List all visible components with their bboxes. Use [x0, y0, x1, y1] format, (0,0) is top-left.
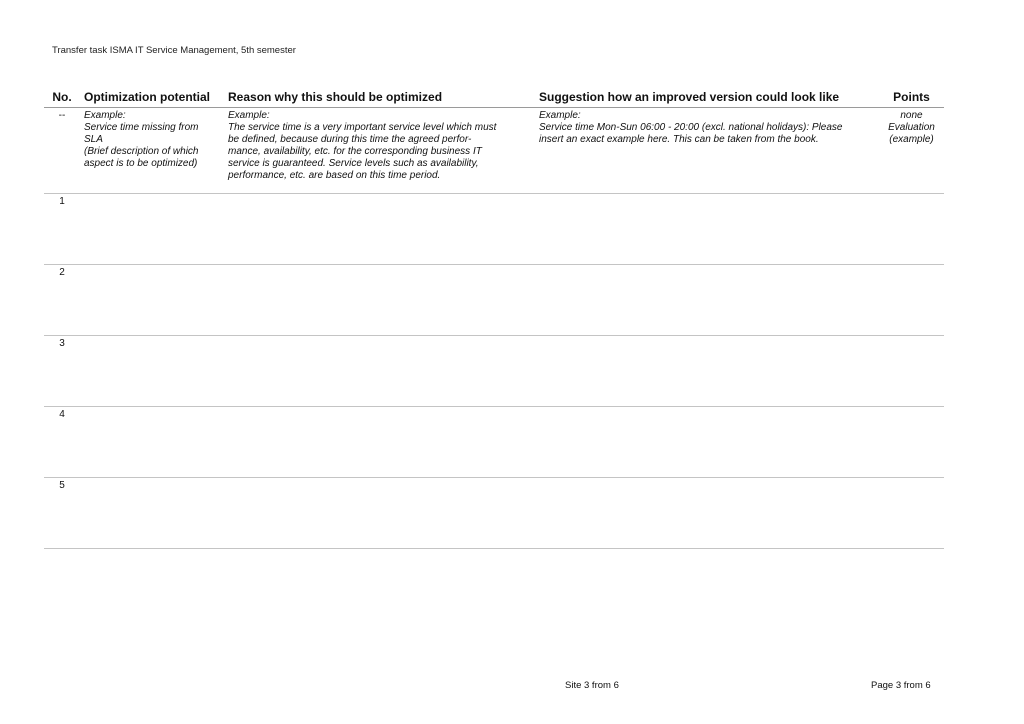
potential-cell[interactable]	[80, 194, 224, 265]
suggestion-cell[interactable]	[535, 265, 879, 336]
column-header-suggestion: Suggestion how an improved version could look like	[535, 85, 879, 108]
example-reason-line: mance, availability, etc. for the corresponding business IT	[228, 146, 482, 157]
row-number-cell: 2	[44, 265, 80, 336]
suggestion-cell[interactable]	[535, 194, 879, 265]
footer-site-number: Site 3 from 6	[565, 680, 619, 691]
example-suggestion-cell	[535, 108, 879, 194]
example-reason-line: service is guaranteed. Service levels such as availability,	[228, 158, 479, 169]
column-header-reason: Reason why this should be optimized	[224, 85, 535, 108]
example-suggestion-line: insert an exact example here. This can be taken from the book.	[539, 134, 819, 145]
example-potential-line: aspect is to be optimized)	[84, 158, 198, 169]
potential-cell[interactable]	[80, 478, 224, 549]
column-header-no: No.	[44, 85, 80, 108]
suggestion-cell[interactable]	[535, 478, 879, 549]
example-suggestion-line: Service time Mon-Sun 06:00 - 20:00 (excl. national holidays): Please	[539, 122, 843, 133]
suggestion-cell[interactable]	[535, 407, 879, 478]
example-points-line: Evaluation	[888, 122, 935, 133]
points-cell[interactable]	[879, 265, 944, 336]
column-header-points: Points	[879, 85, 944, 108]
row-number-cell: 4	[44, 407, 80, 478]
example-potential-line: Service time missing from	[84, 122, 199, 133]
page-header-title: Transfer task ISMA IT Service Management, 5th semester	[52, 45, 296, 56]
table-row	[44, 478, 944, 549]
example-row	[44, 108, 944, 194]
example-potential-cell	[80, 108, 224, 194]
example-no-cell: --	[44, 108, 80, 194]
reason-cell[interactable]	[224, 265, 535, 336]
points-cell[interactable]	[879, 478, 944, 549]
table-row	[44, 265, 944, 336]
reason-cell[interactable]	[224, 478, 535, 549]
column-header-potential: Optimization potential	[80, 85, 224, 108]
example-reason-line: performance, etc. are based on this time period.	[228, 170, 441, 181]
points-cell[interactable]	[879, 194, 944, 265]
footer-page-number: Page 3 from 6	[871, 680, 931, 691]
example-points-line: none	[900, 110, 923, 121]
example-suggestion-line: Example:	[539, 110, 581, 121]
potential-cell[interactable]	[80, 407, 224, 478]
table-row	[44, 194, 944, 265]
optimization-table	[44, 85, 944, 549]
reason-cell[interactable]	[224, 407, 535, 478]
example-potential-line: (Brief description of which	[84, 146, 199, 157]
row-number-cell: 5	[44, 478, 80, 549]
example-reason-line: be defined, because during this time the agreed perfor-	[228, 134, 472, 145]
row-number-cell: 1	[44, 194, 80, 265]
reason-cell[interactable]	[224, 194, 535, 265]
example-potential-line: SLA	[84, 134, 103, 145]
row-number-cell: 3	[44, 336, 80, 407]
table-header-row	[44, 85, 944, 108]
table-row	[44, 336, 944, 407]
example-reason-line: The service time is a very important service level which must	[228, 122, 497, 133]
table-row	[44, 407, 944, 478]
points-cell[interactable]	[879, 407, 944, 478]
example-potential-line: Example:	[84, 110, 126, 121]
potential-cell[interactable]	[80, 336, 224, 407]
example-points-line: (example)	[889, 134, 934, 145]
potential-cell[interactable]	[80, 265, 224, 336]
example-reason-cell	[224, 108, 535, 194]
points-cell[interactable]	[879, 336, 944, 407]
example-points-cell	[879, 108, 944, 194]
reason-cell[interactable]	[224, 336, 535, 407]
example-reason-line: Example:	[228, 110, 270, 121]
suggestion-cell[interactable]	[535, 336, 879, 407]
